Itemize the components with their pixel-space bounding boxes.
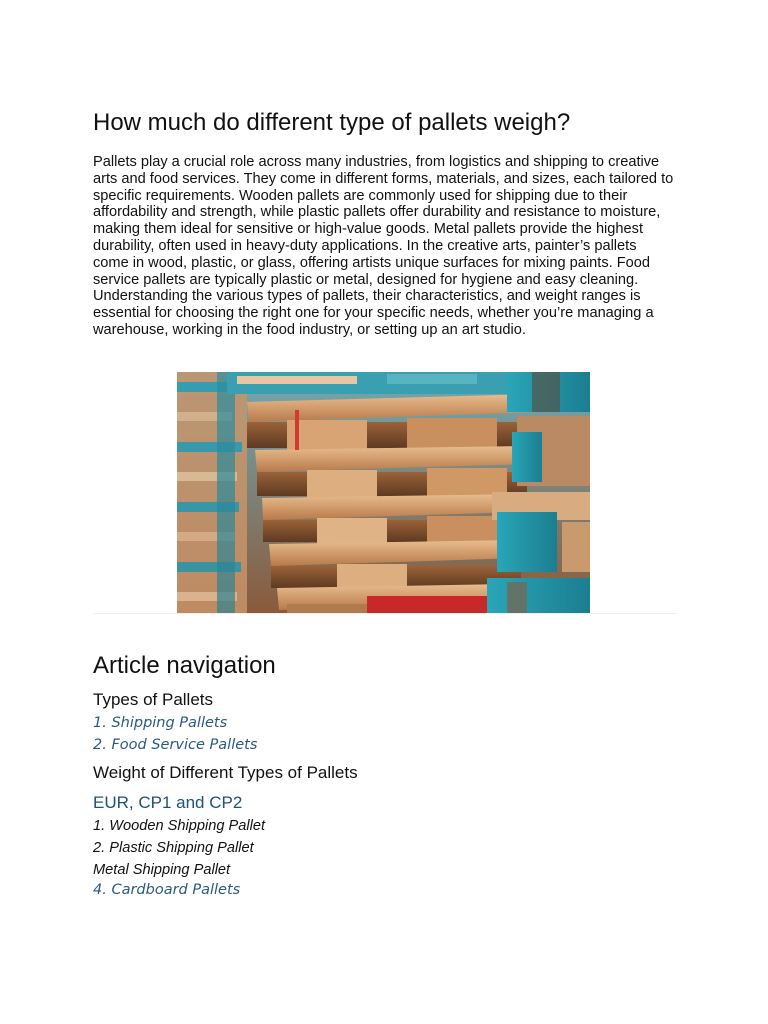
nav-item-wooden-shipping-pallet: 1. Wooden Shipping Pallet: [93, 818, 265, 834]
nav-item-plastic-shipping-pallet: 2. Plastic Shipping Pallet: [93, 840, 254, 856]
nav-link-cardboard-pallets[interactable]: 4. Cardboard Pallets: [93, 882, 241, 898]
nav-item-metal-shipping-pallet: Metal Shipping Pallet: [93, 862, 231, 878]
nav-section-weight-of-pallets: Weight of Different Types of Pallets: [93, 763, 358, 782]
nav-link-shipping-pallets[interactable]: 1. Shipping Pallets: [93, 715, 228, 731]
stacked-wooden-pallets-photo: [177, 372, 590, 614]
nav-link-food-service-pallets[interactable]: 2. Food Service Pallets: [93, 737, 258, 753]
nav-link-eur-cp1-cp2[interactable]: EUR, CP1 and CP2: [93, 793, 243, 812]
divider: [93, 613, 676, 614]
page-title: How much do different type of pallets weigh?: [93, 109, 571, 136]
article-navigation-heading: Article navigation: [93, 652, 276, 679]
intro-paragraph: Pallets play a crucial role across many industries, from logistics and shipping to creative arts and food services. They come in different forms, materials, and sizes, each tailored to specific requirements. Wooden pallets are commonly used for shipping due to their affordability and strength, while plastic pallets offer durability and resistance to moisture, making them ideal for sensitive or high-value goods. Metal pallets provide the highest durability, often used in heavy-duty applications. In the creative arts, painter’s pallets come in wood, plastic, or glass, offering artists unique surfaces for mixing paints. Food service pallets are typically plastic or metal, designed for hygiene and easy cleaning. Understanding the various types of pallets, their characteristics, and weight ranges is essential for choosing the right one for your specific needs, whether you’re managing a warehouse, working in the food industry, or setting up an art studio.: [93, 154, 674, 338]
nav-section-types-of-pallets: Types of Pallets: [93, 690, 214, 709]
pallets-image: [177, 372, 590, 614]
